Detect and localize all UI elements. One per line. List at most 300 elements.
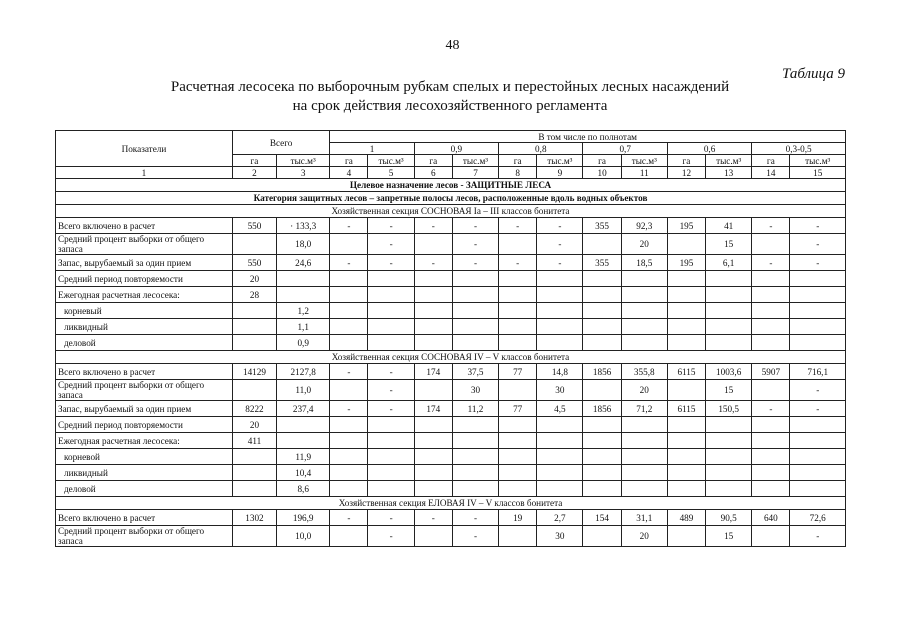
table-cell: - [537,255,583,271]
row-label: Средний период повторяемости [56,417,233,433]
section-title-row [56,205,846,218]
header-unit-volume: тыс.м³ [790,155,846,167]
row-label: корневый [56,303,233,319]
table-cell [368,465,414,481]
table-cell: 8222 [232,401,276,417]
row-label: Ежегодная расчетная лесосека: [56,287,233,303]
table-cell: 1,2 [277,303,330,319]
table-cell [330,380,368,401]
table-cell [499,319,537,335]
table-row [56,449,846,465]
table-cell [452,417,498,433]
table-cell [621,303,667,319]
table-cell: - [368,526,414,547]
table-cell: 355 [583,218,621,234]
table-cell [499,380,537,401]
table-cell: - [368,401,414,417]
header-unit-volume: тыс.м³ [621,155,667,167]
table-cell [414,303,452,319]
table-cell [667,449,705,465]
table-cell [499,335,537,351]
header-unit-ha: га [499,155,537,167]
table-row [56,526,846,547]
table-cell [452,465,498,481]
row-label: Средний процент выборки от общего запаса [56,526,233,547]
table-cell [452,303,498,319]
column-number: 1 [56,167,233,179]
table-cell [414,449,452,465]
table-row [56,465,846,481]
row-label: корневой [56,449,233,465]
header-density-0-6: 0,6 [667,143,751,155]
table-cell [752,526,790,547]
table-cell: - [452,510,498,526]
row-label: Средний период повторяемости [56,271,233,287]
table-cell [667,433,705,449]
table-cell [368,271,414,287]
table-cell [583,465,621,481]
table-cell [621,433,667,449]
table-cell [452,335,498,351]
table-row [56,234,846,255]
row-label: деловой [56,481,233,497]
table-cell [414,526,452,547]
table-cell: - [368,380,414,401]
table-cell: - [752,401,790,417]
table-cell [330,303,368,319]
table-cell [667,234,705,255]
table-cell: 174 [414,364,452,380]
table-cell: - [452,218,498,234]
table-cell: 10,0 [277,526,330,547]
table-cell [414,433,452,449]
table-cell: 11,2 [452,401,498,417]
table-cell: 195 [667,218,705,234]
table-cell [706,481,752,497]
column-number: 7 [452,167,498,179]
column-number: 13 [706,167,752,179]
table-cell: 174 [414,401,452,417]
table-cell: 37,5 [452,364,498,380]
table-cell: 31,1 [621,510,667,526]
table-cell [583,433,621,449]
table-cell [232,449,276,465]
header-total: Всего [232,131,329,155]
table-body [56,179,846,547]
table-cell: 20 [232,417,276,433]
table-cell: 92,3 [621,218,667,234]
table-cell: 0,9 [277,335,330,351]
table-cell [752,417,790,433]
table-cell [537,335,583,351]
table-cell [537,287,583,303]
column-number: 8 [499,167,537,179]
table-cell: - [330,510,368,526]
table-cell [667,303,705,319]
table-cell [414,335,452,351]
table-cell [499,303,537,319]
table-cell [368,481,414,497]
table-cell [583,319,621,335]
table-cell: 41 [706,218,752,234]
table-cell: - [752,255,790,271]
table-cell: 1856 [583,364,621,380]
table-cell [232,335,276,351]
category-banner: Категория защитных лесов – запретные полосы лесов, расположенные вдоль водных объектов [56,192,846,205]
table-cell [790,481,846,497]
table-cell [706,271,752,287]
table-row [56,401,846,417]
table-cell [452,449,498,465]
table-cell: - [790,255,846,271]
table-cell [621,465,667,481]
table-cell [706,433,752,449]
table-row [56,335,846,351]
table-row [56,287,846,303]
table-cell [667,287,705,303]
column-number: 5 [368,167,414,179]
header-unit-volume: тыс.м³ [706,155,752,167]
table-cell [537,481,583,497]
table-cell [752,481,790,497]
table-cell [583,271,621,287]
table-cell [330,234,368,255]
table-cell: - [537,218,583,234]
table-cell [790,271,846,287]
column-number: 15 [790,167,846,179]
header-unit-ha: га [232,155,276,167]
row-label: Запас, вырубаемый за один прием [56,255,233,271]
table-cell [621,335,667,351]
table-cell [330,433,368,449]
table-row [56,510,846,526]
header-unit-ha: га [667,155,705,167]
table-cell [583,234,621,255]
table-cell [277,271,330,287]
table-cell [790,335,846,351]
table-cell [752,287,790,303]
row-label: деловой [56,335,233,351]
table-cell [277,417,330,433]
table-cell: 2,7 [537,510,583,526]
table-cell: - [790,218,846,234]
table-row [56,319,846,335]
table-cell [621,319,667,335]
table-cell: - [368,510,414,526]
table-cell [790,319,846,335]
table-cell [667,465,705,481]
table-cell [621,481,667,497]
column-number: 14 [752,167,790,179]
table-cell [790,417,846,433]
table-cell: - [537,234,583,255]
table-row [56,271,846,287]
table-cell [537,465,583,481]
column-number: 10 [583,167,621,179]
table-cell [330,449,368,465]
table-cell [706,465,752,481]
table-cell [790,449,846,465]
table-cell: - [368,255,414,271]
table-cell: 90,5 [706,510,752,526]
table-cell [499,449,537,465]
table-cell [368,433,414,449]
table-cell [537,271,583,287]
table-cell [277,287,330,303]
row-label: Всего включено в расчет [56,218,233,234]
table-cell [706,287,752,303]
table-row [56,380,846,401]
table-cell: 20 [621,234,667,255]
table-cell: 195 [667,255,705,271]
table-cell: - [452,255,498,271]
table-cell [330,271,368,287]
table-cell: - [330,364,368,380]
table-cell [232,380,276,401]
table-cell [330,287,368,303]
section-title-row [56,351,846,364]
table-cell: 640 [752,510,790,526]
table-cell: 11,0 [277,380,330,401]
table-cell: 237,4 [277,401,330,417]
section-title: Хозяйственная секция СОСНОВАЯ Iа – III классов бонитета [56,205,846,218]
table-cell [452,481,498,497]
table-cell: 19 [499,510,537,526]
table-cell [621,417,667,433]
table-wrapper [55,130,846,547]
table-cell: 14129 [232,364,276,380]
table-cell: 15 [706,526,752,547]
table-cell: - [330,255,368,271]
table-cell: 6115 [667,364,705,380]
table-cell [667,319,705,335]
table-cell: 30 [537,380,583,401]
row-label: ликвидный [56,465,233,481]
table-cell [330,481,368,497]
table-cell: - [752,218,790,234]
table-cell [583,335,621,351]
table-cell [706,303,752,319]
table-cell [752,271,790,287]
table-row [56,481,846,497]
table-cell: 30 [452,380,498,401]
header-unit-ha: га [414,155,452,167]
table-cell: - [452,526,498,547]
table-cell: 716,1 [790,364,846,380]
cutting-area-table [55,130,846,547]
table-cell: 1003,6 [706,364,752,380]
table-cell [706,319,752,335]
table-cell [330,335,368,351]
table-cell [583,526,621,547]
table-cell [752,449,790,465]
section-title: Хозяйственная секция ЕЛОВАЯ IV – V классов бонитета [56,497,846,510]
table-cell [232,465,276,481]
table-cell [537,319,583,335]
table-cell [277,433,330,449]
table-cell [752,234,790,255]
table-cell [499,234,537,255]
column-number: 3 [277,167,330,179]
header-density-0-3-0-5: 0,3-0,5 [752,143,846,155]
table-cell [414,465,452,481]
table-cell [667,481,705,497]
header-unit-volume: тыс.м³ [277,155,330,167]
table-cell: - [790,234,846,255]
table-cell: 196,9 [277,510,330,526]
page-number: 48 [445,38,460,53]
table-cell: 72,6 [790,510,846,526]
table-cell [452,433,498,449]
column-number: 11 [621,167,667,179]
table-cell: 2127,8 [277,364,330,380]
table-cell [706,449,752,465]
table-cell: - [790,401,846,417]
table-cell [537,433,583,449]
table-cell [368,417,414,433]
table-cell [414,271,452,287]
title-line-2: на срок действия лесохозяйственного регламента [292,98,608,114]
table-cell: 4,5 [537,401,583,417]
table-cell: 355 [583,255,621,271]
table-cell [414,380,452,401]
table-cell: 20 [232,271,276,287]
table-row [56,218,846,234]
table-cell [368,449,414,465]
table-cell [330,319,368,335]
purpose-banner-row [56,179,846,192]
table-cell: 1856 [583,401,621,417]
header-unit-ha: га [583,155,621,167]
table-cell: 6,1 [706,255,752,271]
table-cell [752,319,790,335]
table-cell [583,417,621,433]
table-cell [706,335,752,351]
table-cell [537,449,583,465]
table-cell [452,271,498,287]
table-cell [752,465,790,481]
column-number: 12 [667,167,705,179]
header-unit-ha: га [752,155,790,167]
table-cell: - [368,218,414,234]
table-cell [330,417,368,433]
header-including: В том числе по полнотам [330,131,846,143]
table-cell: - [368,234,414,255]
table-cell: 1,1 [277,319,330,335]
table-cell: 11,9 [277,449,330,465]
table-cell [499,433,537,449]
table-cell: 77 [499,401,537,417]
table-header [56,131,846,179]
table-cell: 30 [537,526,583,547]
table-cell: - [499,255,537,271]
table-cell [667,417,705,433]
table-cell [414,417,452,433]
table-cell: - [414,510,452,526]
table-cell: 1302 [232,510,276,526]
table-row [56,364,846,380]
header-unit-volume: тыс.м³ [368,155,414,167]
table-cell [667,380,705,401]
table-cell: 550 [232,255,276,271]
header-density-0-7: 0,7 [583,143,667,155]
table-cell [667,526,705,547]
header-density-0-9: 0,9 [414,143,498,155]
row-label: Средний процент выборки от общего запаса [56,380,233,401]
table-cell [790,303,846,319]
table-cell: - [499,218,537,234]
category-banner-row [56,192,846,205]
table-cell: - [790,526,846,547]
table-cell [499,271,537,287]
table-label: Таблица 9 [782,66,845,82]
table-cell: 20 [621,526,667,547]
table-cell [499,417,537,433]
table-cell [537,417,583,433]
table-cell: 77 [499,364,537,380]
table-cell [752,433,790,449]
table-cell [414,234,452,255]
row-label: Средний процент выборки от общего запаса [56,234,233,255]
table-cell [499,287,537,303]
table-cell: 18,5 [621,255,667,271]
table-cell [790,465,846,481]
table-cell: 14,8 [537,364,583,380]
table-cell [621,287,667,303]
table-cell: 411 [232,433,276,449]
table-cell: 24,6 [277,255,330,271]
table-cell [667,335,705,351]
table-cell [452,319,498,335]
table-cell: - [414,218,452,234]
table-cell [368,303,414,319]
header-unit-volume: тыс.м³ [452,155,498,167]
table-cell [583,481,621,497]
table-cell: - [452,234,498,255]
column-number: 6 [414,167,452,179]
header-density-0-8: 0,8 [499,143,583,155]
table-cell: 154 [583,510,621,526]
row-label: Всего включено в расчет [56,510,233,526]
table-cell: 28 [232,287,276,303]
table-cell [583,449,621,465]
table-row [56,417,846,433]
header-indicators: Показатели [56,131,233,167]
table-cell: 150,5 [706,401,752,417]
header-column-numbers-row [56,167,846,179]
table-title [100,78,800,116]
column-number: 4 [330,167,368,179]
table-cell [232,234,276,255]
table-row [56,303,846,319]
table-cell [499,465,537,481]
table-cell [368,319,414,335]
table-cell: 5907 [752,364,790,380]
row-label: Ежегодная расчетная лесосека: [56,433,233,449]
table-cell [583,303,621,319]
table-cell [499,481,537,497]
table-cell [232,481,276,497]
table-cell [621,271,667,287]
table-cell: 18,0 [277,234,330,255]
header-unit-volume: тыс.м³ [537,155,583,167]
table-cell: 71,2 [621,401,667,417]
table-cell [414,287,452,303]
table-cell: · 133,3 [277,218,330,234]
table-cell: 550 [232,218,276,234]
table-cell [414,319,452,335]
table-cell: 355,8 [621,364,667,380]
